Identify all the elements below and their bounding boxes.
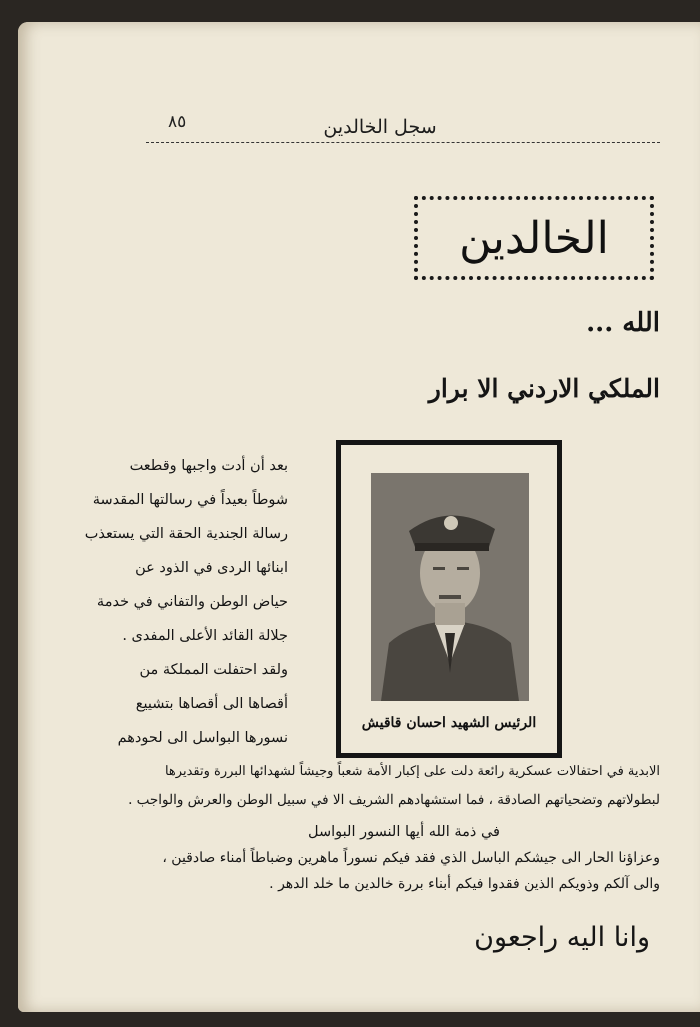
portrait-photo <box>371 473 529 701</box>
headline-title: الخالدين <box>459 212 609 264</box>
portrait-frame <box>336 440 562 758</box>
body-line: الابدية في احتفالات عسكرية رائعة دلت على إكبار الأمة شعباً وجيشاً لشهدائها البررة وتقديرها <box>164 764 660 779</box>
column-line: نسورها البواسل الى لحودهم <box>117 730 288 746</box>
headline-frame <box>414 196 654 280</box>
body-line: في ذمة الله أيها النسور البواسل <box>308 824 500 840</box>
column-line: ولقد احتفلت المملكة من <box>139 662 288 678</box>
column-line: بعد أن أدت واجبها وقطعت <box>129 458 288 474</box>
body-line: لبطولاتهم وتضحياتهم الصادقة ، فما استشهادهم الشريف الا في سبيل الوطن والعرش والواجب . <box>128 792 660 808</box>
page-number: ٨٥ <box>168 112 187 132</box>
header-divider <box>146 142 660 143</box>
portrait-caption: الرئيس الشهيد احسان قاقيش <box>361 715 537 731</box>
column-line: أقصاها الى أقصاها بتشييع <box>135 696 288 712</box>
body-line: والى آلكم وذويكم الذين فقدوا فيكم أبناء بررة خالدين ما خلد الدهر . <box>269 876 660 892</box>
column-line: ابنائها الردى في الذود عن <box>135 560 288 576</box>
invocation-line: الله ... <box>586 308 660 338</box>
column-line: رسالة الجندية الحقة التي يستعذب <box>84 526 288 542</box>
body-line: وعزاؤنا الحار الى جيشكم الباسل الذي فقد فيكم نسوراً ماهرين وضباطاً أمناء صادقين ، <box>162 850 660 866</box>
running-title: سجل الخالدين <box>323 116 437 138</box>
column-line: جلالة القائد الأعلى المفدى . <box>122 628 288 644</box>
column-line: شوطاً بعيداً في رسالتها المقدسة <box>92 492 288 508</box>
column-line: حياض الوطن والتفاني في خدمة <box>96 594 288 610</box>
closing-line: وانا اليه راجعون <box>474 922 650 953</box>
subheading: الملكي الاردني الا برار <box>428 374 660 403</box>
officer-portrait-image <box>371 473 529 701</box>
